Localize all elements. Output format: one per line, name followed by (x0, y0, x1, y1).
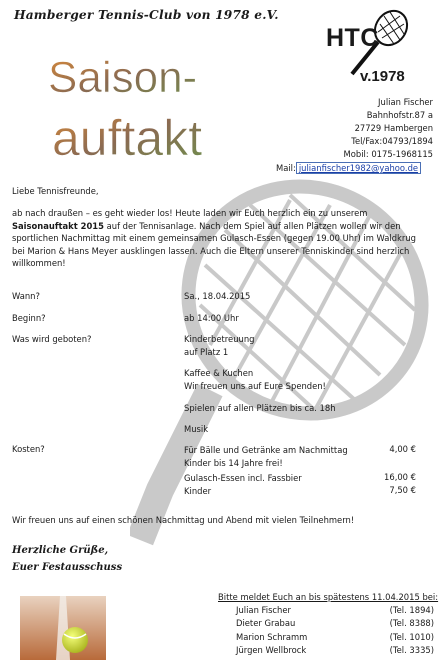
contact-name: Julian Fischer (236, 605, 291, 615)
kosten-item-3: Gulasch-Essen incl. Fassbier (184, 473, 302, 483)
title-line-2: auftakt (52, 110, 203, 166)
wann-label: Wann? (12, 291, 40, 301)
greeting: Liebe Tennisfreunde, (12, 186, 99, 196)
intro-text-a: ab nach draußen – es geht wieder los! Heute laden wir Euch herzlich ein zu unserem (12, 208, 368, 218)
contact-row (218, 618, 434, 631)
title-line-1: Saison- (48, 53, 198, 102)
contact-tel: (Tel. 1894) (389, 605, 434, 615)
kosten-item-1: Für Bälle und Getränke am Nachmittag (184, 445, 348, 455)
was-value-6: Musik (184, 424, 209, 434)
mail-label: Mail: (276, 163, 296, 173)
contact-row (218, 605, 434, 618)
beginn-label: Beginn? (12, 313, 46, 323)
contact-name: Dieter Grabau (236, 618, 296, 629)
was-value-5: Spielen auf allen Plätzen bis ca. 18h (184, 403, 336, 413)
contact-tel: (Tel. 1010) (389, 631, 434, 642)
sender-address (344, 96, 433, 161)
club-name: Hamberger Tennis-Club von 1978 e.V. (14, 8, 279, 22)
closing-line: Wir freuen uns auf einen schönen Nachmittag und Abend mit vielen Teilnehmern! (12, 515, 355, 525)
address-name: Julian Fischer (378, 97, 433, 107)
saisonauftakt-title (40, 50, 290, 175)
beginn-value: ab 14:00 Uhr (184, 313, 239, 323)
contact-name: Marion Schramm (236, 631, 308, 642)
kosten-price-1: 4,00 € (389, 444, 416, 454)
signature-line-1: Herzliche Grüße, (12, 545, 109, 556)
kosten-item-4: Kinder (184, 486, 212, 496)
contact-tel: (Tel. 3335) (389, 645, 434, 656)
mail-line (276, 162, 421, 174)
contact-row (218, 632, 434, 645)
was-value-4: Wir freuen uns auf Eure Spenden! (184, 381, 326, 391)
contacts-header: Bitte meldet Euch an bis spätestens 11.04.2015 bei: (218, 592, 439, 602)
was-value-2: auf Platz 1 (184, 347, 229, 357)
contact-row (218, 645, 434, 658)
was-label: Was wird geboten? (12, 334, 92, 344)
email-link[interactable]: julianfischer1982@yahoo.de (296, 162, 421, 174)
signature (12, 542, 122, 576)
contact-list (218, 592, 439, 659)
was-value-3: Kaffee & Kuchen (184, 368, 254, 378)
kosten-label: Kosten? (12, 444, 45, 454)
kosten-price-3: 16,00 € (384, 472, 416, 482)
intro-bold: Saisonauftakt 2015 (12, 220, 104, 231)
address-city: 27729 Hambergen (354, 123, 433, 133)
signature-line-2: Euer Festausschuss (12, 562, 123, 573)
intro-paragraph (12, 207, 422, 270)
kosten-item-2: Kinder bis 14 Jahre frei! (184, 458, 283, 468)
tennis-ball-photo (20, 596, 106, 660)
wann-value: Sa., 18.04.2015 (184, 291, 251, 301)
intro-text-b: auf der Tennisanlage. Nach dem Spiel auf allen Plätzen wollen wir den sportlichen Nachmittag mit einem gemeinsamen Gulasch-Essen (gegen 19.00 Uhr) im Waldkrug bei Marion & Hans Meyer ausklingen lassen. Auch die Eltern unserer Tenniskinder sind herzlich willkommen! (12, 220, 416, 268)
kosten-price-4: 7,50 € (389, 485, 416, 495)
contact-tel: (Tel. 8388) (389, 618, 434, 629)
address-telfax: Tel/Fax:04793/1894 (351, 136, 433, 146)
was-value-1: Kinderbetreuung (184, 334, 255, 344)
logo-year: v.1978 (360, 68, 405, 85)
address-street: Bahnhofstr.87 a (366, 110, 433, 120)
contact-name: Jürgen Wellbrock (236, 645, 307, 656)
address-mobil: Mobil: 0175-1968115 (343, 149, 433, 159)
logo-htc: HTC (326, 24, 379, 52)
